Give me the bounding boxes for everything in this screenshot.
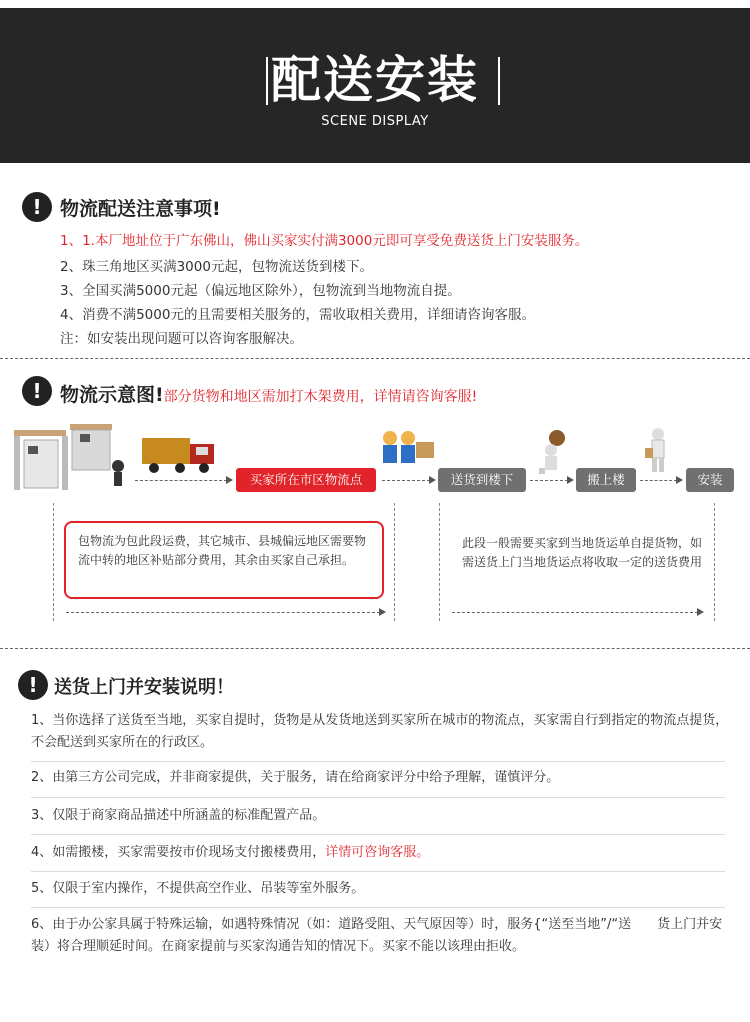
person-carrying-icon bbox=[535, 428, 573, 476]
list-item: 6、由于办公家具属于特殊运输，如遇特殊情况（如：道路受阻、天气原因等）时，服务{“送至当地”/“送 货上门并安装）将合理顺延时间。在商家提前与买家沟通告知的情况下。买家不能以该理由拒收。 bbox=[31, 917, 723, 954]
divider-line bbox=[31, 907, 725, 908]
flow-note: 部分货物和地区需加打木架费用，详情请咨询客服! bbox=[163, 389, 478, 405]
exclamation-icon: ! bbox=[18, 670, 48, 700]
arrow-head-icon bbox=[567, 476, 574, 484]
list-item: 1、当你选择了送货至当地，买家自提时，货物是从发货地送到买家所在城市的物流点，买家需自行到指定的物流点提货，不会配送到买家所在的行政区。 bbox=[31, 713, 729, 750]
flow-arrow bbox=[135, 480, 227, 481]
flow-arrow bbox=[452, 612, 698, 613]
flow-arrow bbox=[530, 480, 568, 481]
section-title-logistics-notes: 物流配送注意事项! bbox=[60, 198, 221, 220]
divider-line bbox=[31, 834, 725, 835]
arrow-head-icon bbox=[697, 608, 704, 616]
section-title-flow-diagram bbox=[60, 380, 477, 407]
list-item: 3、仅限于商家商品描述中所涵盖的标准配置产品。 bbox=[31, 808, 326, 823]
exclamation-icon: ! bbox=[22, 376, 52, 406]
flow-bracket-line bbox=[439, 503, 440, 621]
divider-line bbox=[31, 797, 725, 798]
list-item: 1、1.本厂地址位于广东佛山，佛山买家实付满3000元即可享受免费送货上门安装服务。 bbox=[60, 233, 589, 249]
list-item-text: 4、如需搬楼，买家需要按市价现场支付搬楼费用， bbox=[31, 845, 326, 860]
self-pickup-note: 此段一般需要买家到当地货运单自提货物，如需送货上门当地货运点将收取一定的送货费用 bbox=[462, 536, 703, 569]
list-item: 3、全国买满5000元起（偏远地区除外），包物流到当地物流自提。 bbox=[60, 283, 461, 299]
arrow-head-icon bbox=[379, 608, 386, 616]
section-title-delivery-install: 送货上门并安装说明！ bbox=[54, 677, 234, 698]
flow-bracket-line bbox=[714, 503, 715, 621]
list-item bbox=[31, 842, 731, 864]
flow-arrow bbox=[66, 612, 380, 613]
delivery-workers-icon bbox=[378, 428, 436, 466]
flow-title: 物流示意图! bbox=[60, 384, 164, 406]
exclamation-icon: ! bbox=[22, 192, 52, 222]
section-divider bbox=[0, 358, 750, 359]
flow-arrow bbox=[640, 480, 677, 481]
list-item: 注：如安装出现问题可以咨询客服解决。 bbox=[60, 331, 303, 347]
flow-bracket-line bbox=[394, 503, 395, 621]
list-item: 4、消费不满5000元的且需要相关服务的，需收取相关费用，详细请咨询客服。 bbox=[60, 307, 535, 323]
page-header bbox=[0, 8, 750, 163]
divider-line bbox=[31, 761, 725, 762]
truck-icon bbox=[140, 432, 220, 477]
free-shipping-note: 包物流为包此段运费，其它城市、县城偏远地区需要物流中转的地区补贴部分费用，其余由买家自己承担。 bbox=[64, 521, 384, 599]
step-city-logistics: 买家所在市区物流点 bbox=[236, 468, 376, 492]
consult-highlight: 详情可咨询客服。 bbox=[325, 845, 430, 860]
step-deliver-downstairs: 送货到楼下 bbox=[438, 468, 526, 492]
arrow-head-icon bbox=[676, 476, 683, 484]
page-subtitle: SCENE DISPLAY bbox=[321, 114, 429, 129]
page-title: 配送安装 bbox=[271, 51, 479, 109]
section-divider bbox=[0, 648, 750, 649]
list-item: 5、仅限于室内操作，不提供高空作业、吊装等室外服务。 bbox=[31, 881, 365, 896]
flow-arrow bbox=[382, 480, 430, 481]
list-item: 2、珠三角地区买满3000元起，包物流送货到楼下。 bbox=[60, 259, 373, 275]
flow-bracket-line bbox=[53, 503, 54, 621]
installer-icon bbox=[643, 426, 673, 474]
office-workstation-icon bbox=[10, 420, 135, 498]
list-item: 2、由第三方公司完成，并非商家提供，关于服务，请在给商家评分中给予理解，谨慎评分。 bbox=[31, 770, 560, 785]
step-install: 安装 bbox=[686, 468, 734, 492]
divider-line bbox=[31, 871, 725, 872]
title-bar-right bbox=[498, 57, 500, 105]
step-carry-upstairs: 搬上楼 bbox=[576, 468, 636, 492]
arrow-head-icon bbox=[429, 476, 436, 484]
arrow-head-icon bbox=[226, 476, 233, 484]
